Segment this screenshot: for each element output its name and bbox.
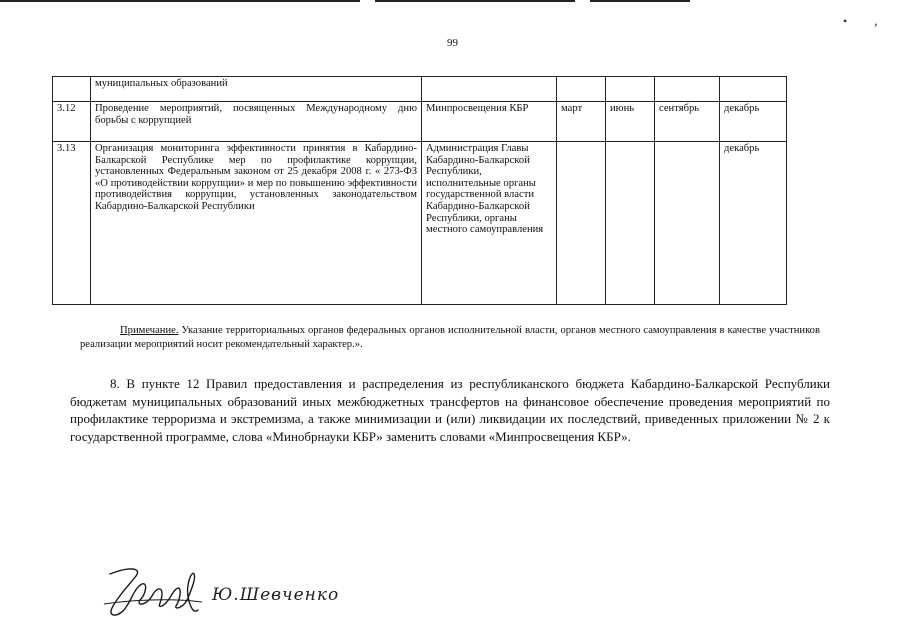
quarter-3 <box>655 142 720 305</box>
scan-edge-line <box>590 0 690 2</box>
quarter-1 <box>557 142 606 305</box>
executor: Минпросвещения КБР <box>422 102 557 142</box>
row-number <box>53 77 91 102</box>
measures-table <box>52 76 787 305</box>
scan-speck: , <box>874 14 878 29</box>
quarter-4: декабрь <box>720 142 787 305</box>
table-row <box>53 102 787 142</box>
quarter-3: сентябрь <box>655 102 720 142</box>
amendment-paragraph: 8. В пункте 12 Правил предоставления и распределения из республиканского бюджета Кабардино-Балкарской Республики бюджетам муниципальных образований иных межбюджетных трансфертов на финансовое обеспечение проведения мероприятий по профилактике терроризма и экстремизма, а также минимизации и (или) ликвидации их последствий, приведенных приложении № 2 к государственной программе, слова «Минобрнауки КБР» заменить словами «Минпросвещения КБР». <box>70 376 830 444</box>
scan-edge-line <box>375 0 575 2</box>
quarter-1: март <box>557 102 606 142</box>
measure-name: Организация мониторинга эффективности принятия в Кабардино-Балкарской Республике мер по профилактике коррупции, установленных Федеральным законом от 25 декабря 2008 г. « 273-ФЗ «О противодействии коррупции» и мер по повышению эффективности противодействия коррупции, установленных законодательством Кабардино-Балкарской Республики <box>91 142 422 305</box>
quarter-1 <box>557 77 606 102</box>
quarter-2: июнь <box>606 102 655 142</box>
quarter-2 <box>606 77 655 102</box>
measure-name: муниципальных образований <box>91 77 422 102</box>
executor <box>422 77 557 102</box>
row-number: 3.12 <box>53 102 91 142</box>
table-row <box>53 77 787 102</box>
signature-name: Ю.Шевченко <box>212 585 340 605</box>
executor: Администрация Главы Кабардино-Балкарской Республики, исполнительные органы государственной власти Кабардино-Балкарской Республики, органы местного самоуправления <box>422 142 557 305</box>
quarter-2 <box>606 142 655 305</box>
note-text: Указание территориальных органов федеральных органов исполнительной власти, органов местного самоуправления в качестве участников реализации мероприятий носит рекомендательный характер.». <box>80 325 820 350</box>
note-label: Примечание. <box>120 325 179 336</box>
table-note <box>80 324 820 352</box>
quarter-3 <box>655 77 720 102</box>
row-number: 3.13 <box>53 142 91 305</box>
table-row <box>53 142 787 305</box>
measure-name: Проведение мероприятий, посвященных Международному дню борьбы с коррупцией <box>91 102 422 142</box>
page-number: 99 <box>447 37 458 49</box>
quarter-4 <box>720 77 787 102</box>
quarter-4: декабрь <box>720 102 787 142</box>
scan-speck: • <box>843 14 848 28</box>
scan-edge-line <box>0 0 360 2</box>
